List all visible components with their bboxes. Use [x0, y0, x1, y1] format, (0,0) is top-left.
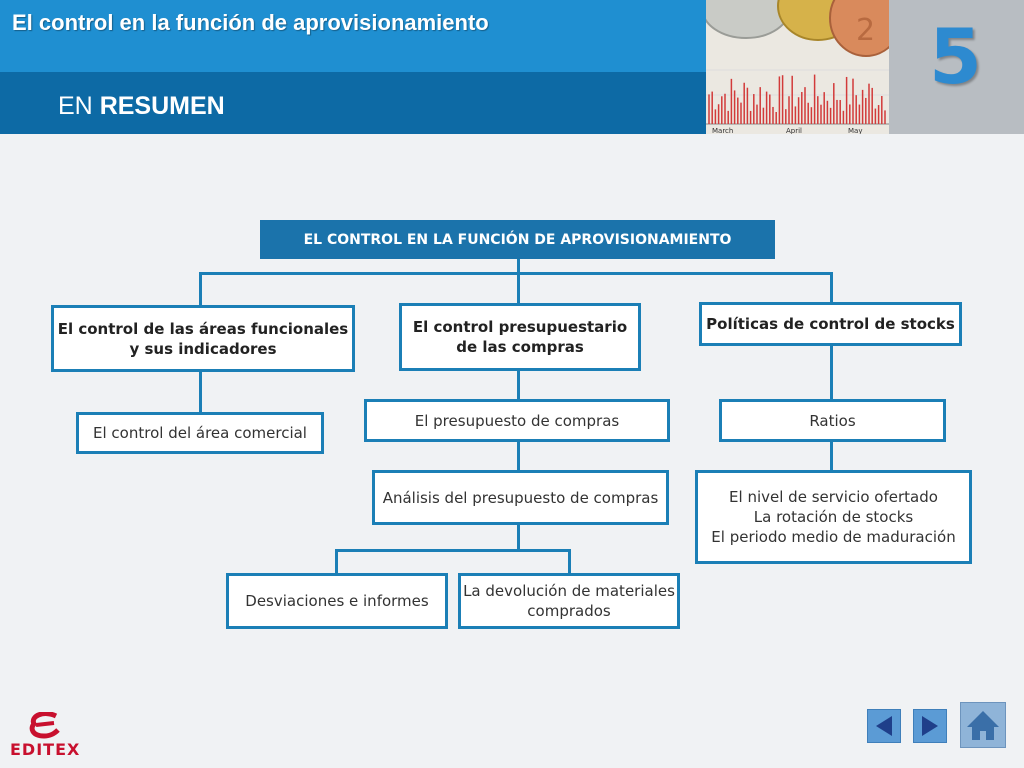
editex-logo — [10, 712, 80, 760]
ratio-item: El periodo medio de maduración — [711, 528, 956, 546]
node-purchase-budget — [364, 399, 670, 442]
branch-budget-control — [399, 303, 641, 371]
node-ratios — [719, 399, 946, 442]
next-button[interactable] — [913, 709, 947, 743]
photo-label-may: May — [848, 127, 863, 134]
svg-text:2: 2 — [856, 13, 876, 48]
connector — [517, 369, 520, 401]
connector — [830, 344, 833, 400]
connector — [830, 441, 833, 472]
connector — [199, 272, 202, 306]
arrow-right-icon — [914, 710, 946, 742]
node-budget-analysis-label: Análisis del presupuesto de compras — [382, 488, 659, 507]
node-deviations-reports — [226, 573, 448, 629]
connector — [830, 272, 833, 302]
home-icon — [961, 703, 1005, 747]
node-material-returns — [458, 573, 680, 629]
editex-logo-icon — [26, 712, 66, 740]
connector — [568, 549, 571, 575]
section-title-main: RESUMEN — [99, 92, 225, 120]
photo-label-march: March — [712, 127, 734, 134]
section-title — [58, 92, 225, 121]
connector — [199, 272, 833, 275]
branch-stock-policies-label: Políticas de control de stocks — [706, 315, 955, 333]
header-title-bar — [0, 0, 706, 72]
branch-budget-control-line2: de las compras — [456, 338, 584, 356]
node-purchase-budget-label: El presupuesto de compras — [414, 411, 620, 430]
chapter-number: 5 — [929, 12, 982, 101]
ratio-item: La rotación de stocks — [753, 508, 914, 526]
connector — [335, 549, 338, 575]
chapter-panel — [889, 0, 1024, 134]
arrow-left-icon — [868, 710, 900, 742]
section-title-prefix: EN — [58, 92, 93, 120]
branch-functional-areas-line1: El control de las áreas funcionales — [57, 319, 349, 338]
home-button[interactable] — [960, 702, 1006, 748]
connector — [517, 272, 520, 304]
node-material-returns-line2: comprados — [527, 602, 611, 620]
root-node-label: EL CONTROL EN LA FUNCIÓN DE APROVISIONAMIENTO — [303, 231, 732, 248]
node-material-returns-line1: La devolución de materiales — [463, 582, 675, 600]
ratio-item: El nivel de servicio ofertado — [729, 488, 938, 506]
header-subtitle-bar — [0, 72, 706, 134]
connector — [199, 370, 202, 414]
node-commercial-area — [76, 412, 324, 454]
node-commercial-area-label: El control del área comercial — [93, 424, 307, 442]
connector — [517, 441, 520, 472]
root-node — [260, 220, 775, 259]
coins-chart-image — [706, 0, 889, 134]
node-budget-analysis — [372, 470, 669, 525]
node-ratios-label: Ratios — [809, 411, 856, 430]
branch-functional-areas — [51, 305, 355, 372]
branch-stock-policies — [699, 302, 962, 346]
connector — [335, 549, 571, 552]
header-photo — [706, 0, 889, 134]
branch-functional-areas-line2: y sus indicadores — [129, 339, 277, 358]
prev-button[interactable] — [867, 709, 901, 743]
page-title: El control en la función de aprovisionamiento — [12, 10, 489, 35]
node-ratio-list — [695, 470, 972, 564]
editex-logo-text: EDITEX — [10, 740, 81, 759]
branch-budget-control-line1: El control presupuestario — [412, 318, 628, 336]
connector — [517, 523, 520, 551]
node-deviations-reports-label: Desviaciones e informes — [245, 592, 429, 610]
photo-label-april: April — [786, 127, 802, 134]
